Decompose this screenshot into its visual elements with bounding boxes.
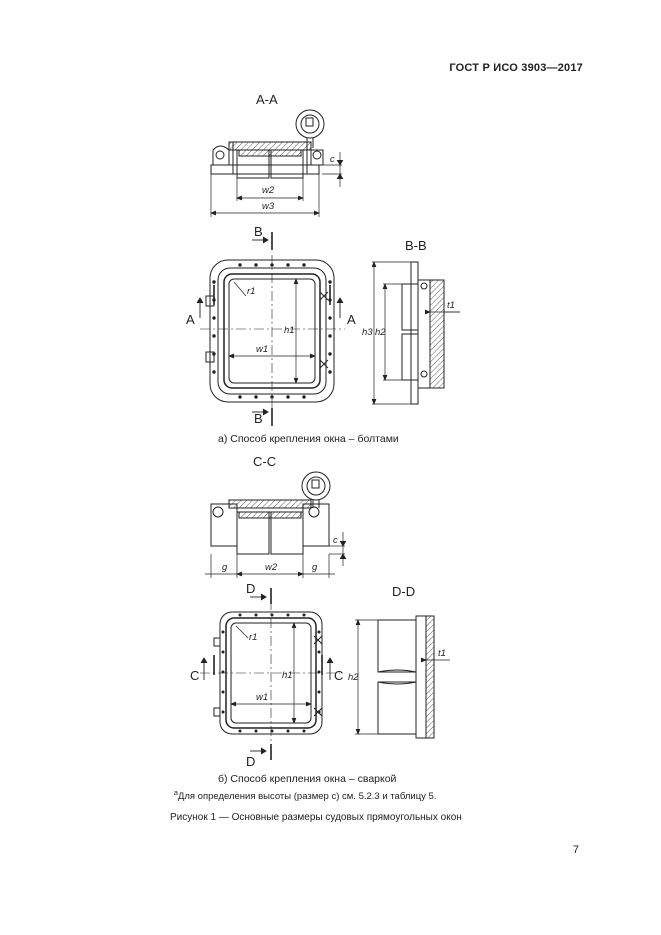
front-view-c bbox=[200, 600, 340, 745]
dim-h1-c-label: h1 bbox=[282, 670, 293, 681]
cut-d-bottom-label: D bbox=[246, 754, 256, 769]
section-bb-drawing bbox=[402, 262, 444, 404]
cut-d-top-label: D bbox=[246, 581, 256, 596]
footnote-mark: a bbox=[174, 790, 178, 797]
cut-b-top-label: B bbox=[254, 224, 263, 239]
section-aa-drawing bbox=[211, 110, 324, 178]
standard-header: ГОСТ Р ИСО 3903—2017 bbox=[449, 62, 583, 74]
cut-a-left-label: A bbox=[186, 312, 195, 327]
dim-g-left-label: g bbox=[222, 562, 228, 573]
dim-w2-c-label: w2 bbox=[265, 562, 278, 573]
dim-c-label: c bbox=[330, 154, 335, 165]
dim-c-c-label: c bbox=[333, 535, 338, 546]
cut-c-left-label: C bbox=[190, 668, 200, 683]
footnote-text: Для определения высоты (размер с) см. 5.2.3 и таблицу 5. bbox=[177, 791, 437, 803]
section-aa-label: A-A bbox=[256, 92, 278, 107]
dim-w1-c-label: w1 bbox=[256, 692, 269, 703]
dim-w3-label: w3 bbox=[262, 201, 275, 212]
cut-b-bottom-label: B bbox=[254, 411, 263, 426]
page-number: 7 bbox=[572, 844, 579, 856]
dim-h3-label: h3 bbox=[362, 327, 373, 338]
dim-t1-d-label: t1 bbox=[438, 648, 446, 659]
dim-r1-c-label: r1 bbox=[249, 632, 258, 643]
cut-a-right-label: A bbox=[347, 312, 356, 327]
section-bb-label: B-B bbox=[405, 238, 427, 253]
section-cc-label: C-C bbox=[253, 454, 277, 469]
dim-h2-label: h2 bbox=[375, 327, 386, 338]
dim-g-right-label: g bbox=[312, 562, 318, 573]
section-dd-drawing bbox=[378, 616, 434, 738]
section-cc-drawing bbox=[211, 472, 330, 554]
caption-a: а) Способ крепления окна – болтами bbox=[218, 433, 399, 445]
caption-b: б) Способ крепления окна – сваркой bbox=[218, 773, 397, 785]
dim-w1-label: w1 bbox=[256, 344, 269, 355]
front-view-a bbox=[200, 255, 345, 410]
footnote bbox=[174, 790, 436, 802]
dim-h1-label: h1 bbox=[284, 325, 295, 336]
dim-t1-label: t1 bbox=[447, 300, 455, 311]
dim-w2-label: w2 bbox=[262, 185, 275, 196]
cut-c-right-label: C bbox=[334, 668, 344, 683]
dim-r1-label: r1 bbox=[247, 286, 256, 297]
figure-title: Рисунок 1 — Основные размеры судовых прямоугольных окон bbox=[170, 812, 462, 823]
dim-h2-d-label: h2 bbox=[348, 672, 359, 683]
section-dd-label: D-D bbox=[392, 584, 416, 599]
